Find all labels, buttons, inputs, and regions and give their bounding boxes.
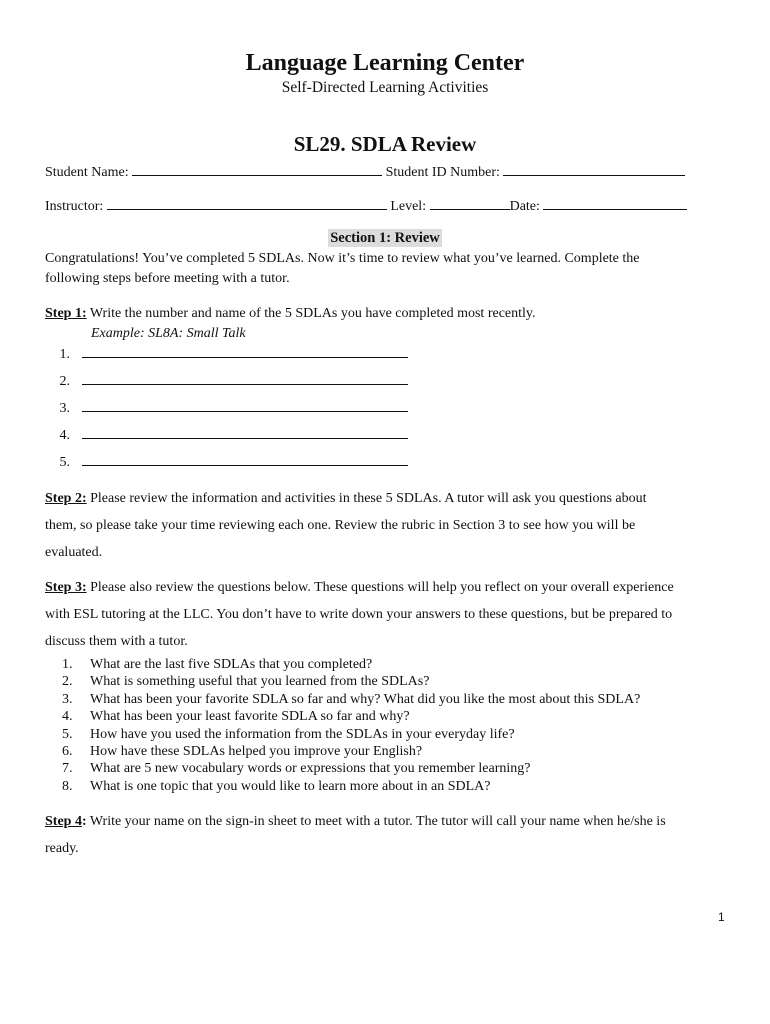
step-3-label: Step 3: bbox=[45, 580, 87, 595]
question-number: 4. bbox=[62, 709, 73, 725]
list-item bbox=[62, 673, 640, 690]
sdla-entry-number: 3. bbox=[59, 401, 70, 416]
step-1-example: Example: SL8A: Small Talk bbox=[91, 326, 246, 341]
intro-paragraph bbox=[45, 249, 735, 289]
section-heading bbox=[0, 229, 770, 247]
instructor-field[interactable] bbox=[107, 196, 387, 210]
question-text: How have you used the information from the SDLAs in your everyday life? bbox=[90, 726, 515, 742]
center-name: Language Learning Center bbox=[245, 50, 525, 76]
step-4-label: Step 4 bbox=[45, 814, 82, 829]
student-id-label: Student ID Number: bbox=[385, 165, 500, 180]
question-number: 3. bbox=[62, 691, 73, 707]
sdla-entry-field[interactable] bbox=[82, 345, 408, 358]
reflection-question-list bbox=[62, 656, 640, 795]
question-number: 8. bbox=[62, 778, 73, 794]
sdla-entry-line bbox=[36, 345, 408, 364]
question-text: How have these SDLAs helped you improve your English? bbox=[90, 744, 423, 760]
page-title: SL29. SDLA Review bbox=[293, 132, 477, 156]
section-1-heading: Section 1: Review bbox=[330, 230, 440, 246]
intro-line-1: Congratulations! You’ve completed 5 SDLAs. Now it’s time to review what you’ve learned. Complete the bbox=[45, 251, 640, 266]
level-label: Level: bbox=[390, 199, 427, 214]
step-4-line-2: ready. bbox=[45, 841, 79, 856]
sdla-entry-field[interactable] bbox=[82, 426, 408, 439]
step-2-line-2: them, so please take your time reviewing each one. Review the rubric in Section 3 to see how you will be bbox=[45, 518, 636, 533]
step-3 bbox=[45, 574, 735, 655]
question-text: What are the last five SDLAs that you completed? bbox=[90, 657, 373, 672]
question-text: What is something useful that you learned from the SDLAs? bbox=[90, 674, 430, 690]
question-number: 7. bbox=[62, 761, 73, 777]
sdla-entry-number: 1. bbox=[59, 347, 70, 362]
instructor-info-row bbox=[45, 196, 687, 216]
sdla-entry-line bbox=[36, 453, 408, 472]
question-number: 1. bbox=[62, 657, 73, 672]
sdla-entry-line bbox=[36, 372, 408, 391]
list-item bbox=[62, 743, 640, 760]
question-text: What has been your least favorite SDLA so far and why? bbox=[90, 709, 410, 725]
question-text: What are 5 new vocabulary words or expressions that you remember learning? bbox=[90, 761, 531, 777]
step-1-label: Step 1: bbox=[45, 306, 87, 321]
student-name-field[interactable] bbox=[132, 162, 382, 176]
step-3-line-3: discuss them with a tutor. bbox=[45, 634, 188, 649]
step-2-label: Step 2: bbox=[45, 491, 87, 506]
student-name-label: Student Name: bbox=[45, 165, 129, 180]
question-number: 5. bbox=[62, 726, 73, 742]
step-2-line-1: Please review the information and activities in these 5 SDLAs. A tutor will ask you questions about bbox=[90, 491, 647, 506]
sdla-entry-line bbox=[36, 426, 408, 445]
list-item bbox=[62, 691, 640, 708]
step-3-line-2: with ESL tutoring at the LLC. You don’t have to write down your answers to these questions, but be prepared to bbox=[45, 607, 673, 622]
list-item bbox=[62, 778, 640, 795]
step-2 bbox=[45, 485, 735, 566]
sdla-entry-number: 4. bbox=[59, 428, 70, 443]
step-1-text: Write the number and name of the 5 SDLAs you have completed most recently. bbox=[89, 306, 536, 321]
step-2-line-3: evaluated. bbox=[45, 545, 103, 560]
sdla-entry-field[interactable] bbox=[82, 372, 408, 385]
list-item bbox=[62, 726, 640, 743]
sdla-entry-field[interactable] bbox=[82, 453, 408, 466]
step-4-line-1: Write your name on the sign-in sheet to meet with a tutor. The tutor will call your name when he/she is bbox=[89, 814, 666, 829]
list-item bbox=[62, 708, 640, 725]
intro-line-2: following steps before meeting with a tutor. bbox=[45, 271, 290, 286]
step-4-colon: : bbox=[81, 814, 87, 829]
student-info-row bbox=[45, 162, 685, 182]
instructor-label: Instructor: bbox=[45, 199, 104, 214]
date-label: Date: bbox=[509, 199, 540, 214]
sdla-entry-number: 5. bbox=[59, 455, 70, 470]
list-item bbox=[62, 656, 640, 673]
question-text: What has been your favorite SDLA so far and why? What did you like the most about this SDLA? bbox=[90, 691, 641, 707]
step-4 bbox=[45, 808, 735, 862]
date-field[interactable] bbox=[543, 196, 687, 210]
document-subtitle: Self-Directed Learning Activities bbox=[281, 79, 489, 96]
question-number: 2. bbox=[62, 674, 73, 690]
page-number: 1 bbox=[718, 910, 725, 924]
list-item bbox=[62, 760, 640, 777]
question-number: 6. bbox=[62, 744, 73, 760]
step-1 bbox=[45, 304, 735, 324]
step-3-line-1: Please also review the questions below. These questions will help you reflect on your overall experience bbox=[90, 580, 674, 595]
level-field[interactable] bbox=[430, 196, 510, 210]
question-text: What is one topic that you would like to learn more about in an SDLA? bbox=[90, 778, 491, 794]
student-id-field[interactable] bbox=[503, 162, 685, 176]
sdla-entry-line bbox=[36, 399, 408, 418]
sdla-entry-number: 2. bbox=[59, 374, 70, 389]
sdla-entry-field[interactable] bbox=[82, 399, 408, 412]
